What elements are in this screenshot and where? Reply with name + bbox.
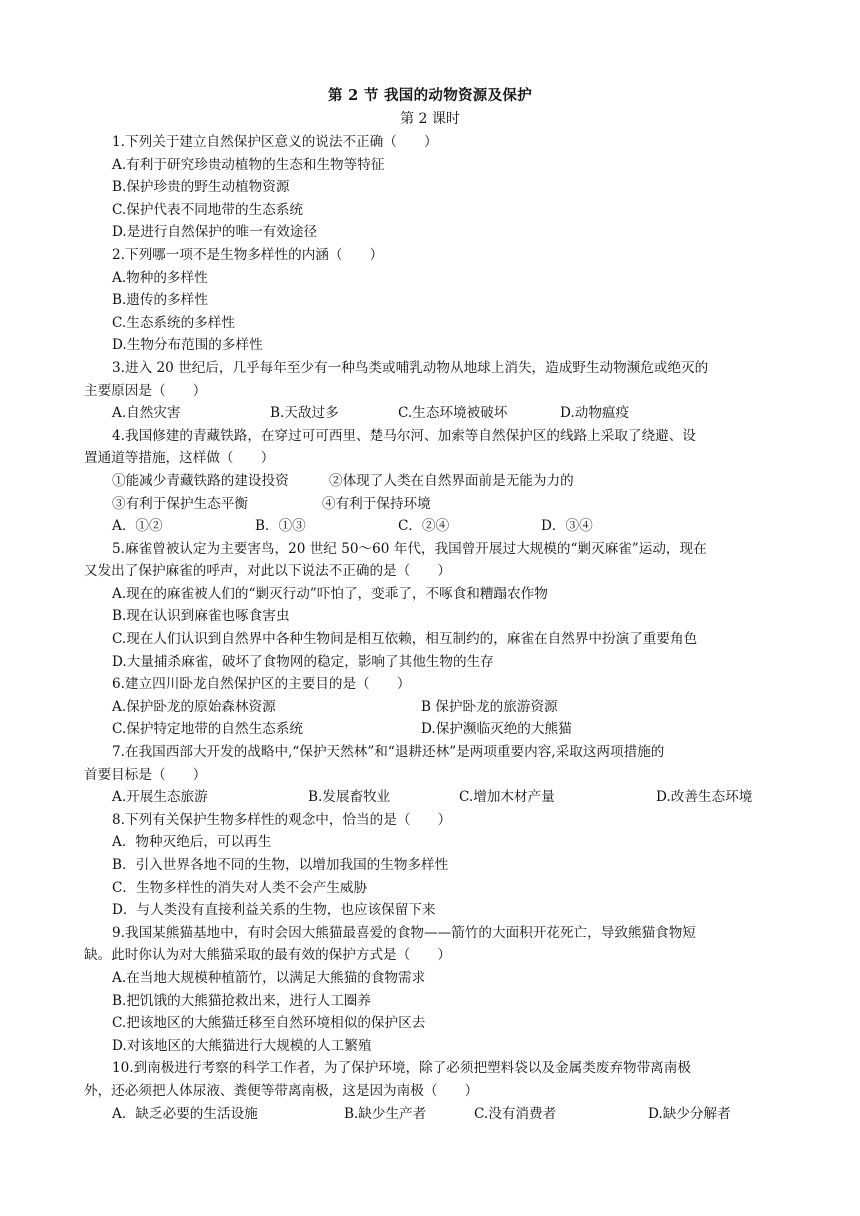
question-8-stem: 8.下列有关保护生物多样性的观念中，恰当的是（ ）	[112, 811, 452, 828]
question-10-options	[84, 1103, 766, 1126]
question-1-option-a: A.有利于研究珍贵动植物的生态和生物等特征	[112, 156, 385, 173]
question-7-option-c: C.增加木材产量	[459, 789, 555, 806]
question-7-option-d: D.改善生态环境	[656, 789, 753, 806]
question-10-option-b: B.缺少生产者	[344, 1105, 427, 1122]
question-7-stem-line2: 首要目标是（ ）	[84, 766, 207, 783]
question-2-option-c: C.生态系统的多样性	[112, 314, 235, 331]
question-3-stem-line1: 3.进入 20 世纪后，几乎每年至少有一种鸟类或哺乳动物从地球上消失，造成野生动物濒危或绝灭的	[112, 359, 709, 376]
question-10-option-d: D.缺少分解者	[648, 1105, 731, 1122]
question-10-option-c: C.没有消费者	[474, 1105, 557, 1122]
question-2-stem: 2.下列哪一项不是生物多样性的内涵（ ）	[112, 246, 384, 263]
question-6-option-a: A.保护卧龙的原始森林资源	[112, 698, 276, 715]
question-4-statements-row1	[84, 470, 766, 493]
question-7-option-b: B.发展畜牧业	[308, 789, 391, 806]
question-4-option-d: D．③④	[541, 518, 593, 535]
question-5-stem-line2: 又发出了保护麻雀的呼声，对此以下说法不正确的是（ ）	[84, 563, 452, 580]
question-4-statement-2: ②体现了人类在自然界面前是无能为力的	[329, 472, 574, 489]
question-5-option-b: B.现在认识到麻雀也啄食害虫	[112, 608, 290, 625]
question-6-options-row1	[84, 696, 766, 719]
question-9-option-b: B.把饥饿的大熊猫抢救出来，进行人工圈养	[112, 992, 371, 1009]
question-9-option-c: C.把该地区的大熊猫迁移至自然环境相似的保护区去	[112, 1015, 426, 1032]
question-10-stem-line2: 外，还必须把人体尿液、粪便等带离南极，这是因为南极（ ）	[84, 1082, 479, 1099]
question-6-option-c: C.保护特定地带的自然生态系统	[112, 721, 303, 738]
question-7-stem-line1: 7.在我国西部大开发的战略中,“保护天然林”和“退耕还林”是两项重要内容,采取这两项措施的	[112, 744, 665, 761]
question-5-option-d: D.大量捕杀麻雀，破坏了食物网的稳定，影响了其他生物的生存	[112, 653, 494, 670]
question-4-option-a: A．①②	[112, 518, 163, 535]
question-4-statement-4: ④有利于保持环境	[322, 495, 431, 512]
question-4-statements-row2	[84, 493, 766, 516]
question-3-option-a: A.自然灾害	[112, 405, 181, 422]
question-2-option-b: B.遗传的多样性	[112, 292, 208, 309]
question-6-options-row2	[84, 718, 766, 741]
question-3-stem-line2: 主要原因是（ ）	[84, 382, 207, 399]
question-6-stem: 6.建立四川卧龙自然保护区的主要目的是（ ）	[112, 676, 411, 693]
question-3-options	[84, 402, 766, 425]
question-1-option-c: C.保护代表不同地带的生态系统	[112, 201, 303, 218]
question-9-stem-line2: 缺。此时你认为对大熊猫采取的最有效的保护方式是（ ）	[84, 947, 452, 964]
page-subtitle: 第 2 课时	[400, 111, 460, 127]
question-6-option-d: D.保护濒临灭绝的大熊猫	[421, 721, 572, 738]
question-7-option-a: A.开展生态旅游	[112, 789, 208, 806]
page-title: 第 2 节 我国的动物资源及保护	[327, 87, 533, 104]
question-5-option-c: C.现在人们认识到自然界中各种生物间是相互依赖，相互制约的，麻雀在自然界中扮演了重要角色	[112, 631, 698, 648]
question-9-option-a: A.在当地大规模种植箭竹，以满足大熊猫的食物需求	[112, 969, 426, 986]
question-4-stem-line1: 4.我国修建的青藏铁路，在穿过可可西里、楚马尔河、加索等自然保护区的线路上采取了绕避、设	[112, 427, 696, 444]
question-2-option-a: A.物种的多样性	[112, 269, 208, 286]
question-4-statement-1: ①能减少青藏铁路的建设投资	[112, 472, 289, 489]
question-2-option-d: D.生物分布范围的多样性	[112, 337, 263, 354]
question-10-stem-line1: 10.到南极进行考察的科学工作者，为了保护环境，除了必须把塑料袋以及金属类废弃物带离南极	[112, 1060, 691, 1077]
question-8-option-b: B．引入世界各地不同的生物，以增加我国的生物多样性	[112, 857, 449, 873]
question-8-option-c: C．生物多样性的消失对人类不会产生威胁	[112, 879, 368, 896]
question-4-option-c: C．②④	[398, 518, 450, 535]
question-8-option-d: D．与人类没有直接利益关系的生物，也应该保留下来	[112, 902, 436, 919]
question-3-option-d: D.动物瘟疫	[560, 405, 630, 422]
question-4-stem-line2: 置通道等措施，这样做（ ）	[84, 450, 275, 467]
question-9-option-d: D.对该地区的大熊猫进行大规模的人工繁殖	[112, 1037, 372, 1054]
question-5-option-a: A.现在的麻雀被人们的“剿灭行动”吓怕了，变乖了，不啄食和糟蹋农作物	[112, 585, 548, 602]
question-6-option-b: B 保护卧龙的旅游资源	[421, 698, 558, 715]
question-4-options	[84, 515, 766, 538]
question-1-option-b: B.保护珍贵的野生动植物资源	[112, 179, 290, 196]
question-4-statement-3: ③有利于保护生态平衡	[112, 495, 248, 512]
question-1-stem: 1.下列关于建立自然保护区意义的说法不正确（ ）	[112, 134, 438, 150]
question-4-option-b: B．①③	[255, 518, 306, 535]
question-7-options	[84, 786, 766, 809]
question-1-option-d: D.是进行自然保护的唯一有效途径	[112, 224, 318, 241]
question-5-stem-line1: 5.麻雀曾被认定为主要害鸟，20 世纪 50～60 年代，我国曾开展过大规模的“剿灭麻雀”运动，现在	[112, 540, 707, 557]
question-list	[84, 131, 766, 1125]
question-9-stem-line1: 9.我国某熊猫基地中，有时会因大熊猫最喜爱的食物——箭竹的大面积开花死亡，导致熊猫食物短	[112, 924, 696, 941]
question-8-option-a: A．物种灭绝后，可以再生	[112, 834, 272, 851]
question-3-option-c: C.生态环境被破坏	[398, 405, 508, 422]
question-10-option-a: A．缺乏必要的生活设施	[112, 1105, 258, 1122]
question-3-option-b: B.天敌过多	[270, 405, 339, 422]
